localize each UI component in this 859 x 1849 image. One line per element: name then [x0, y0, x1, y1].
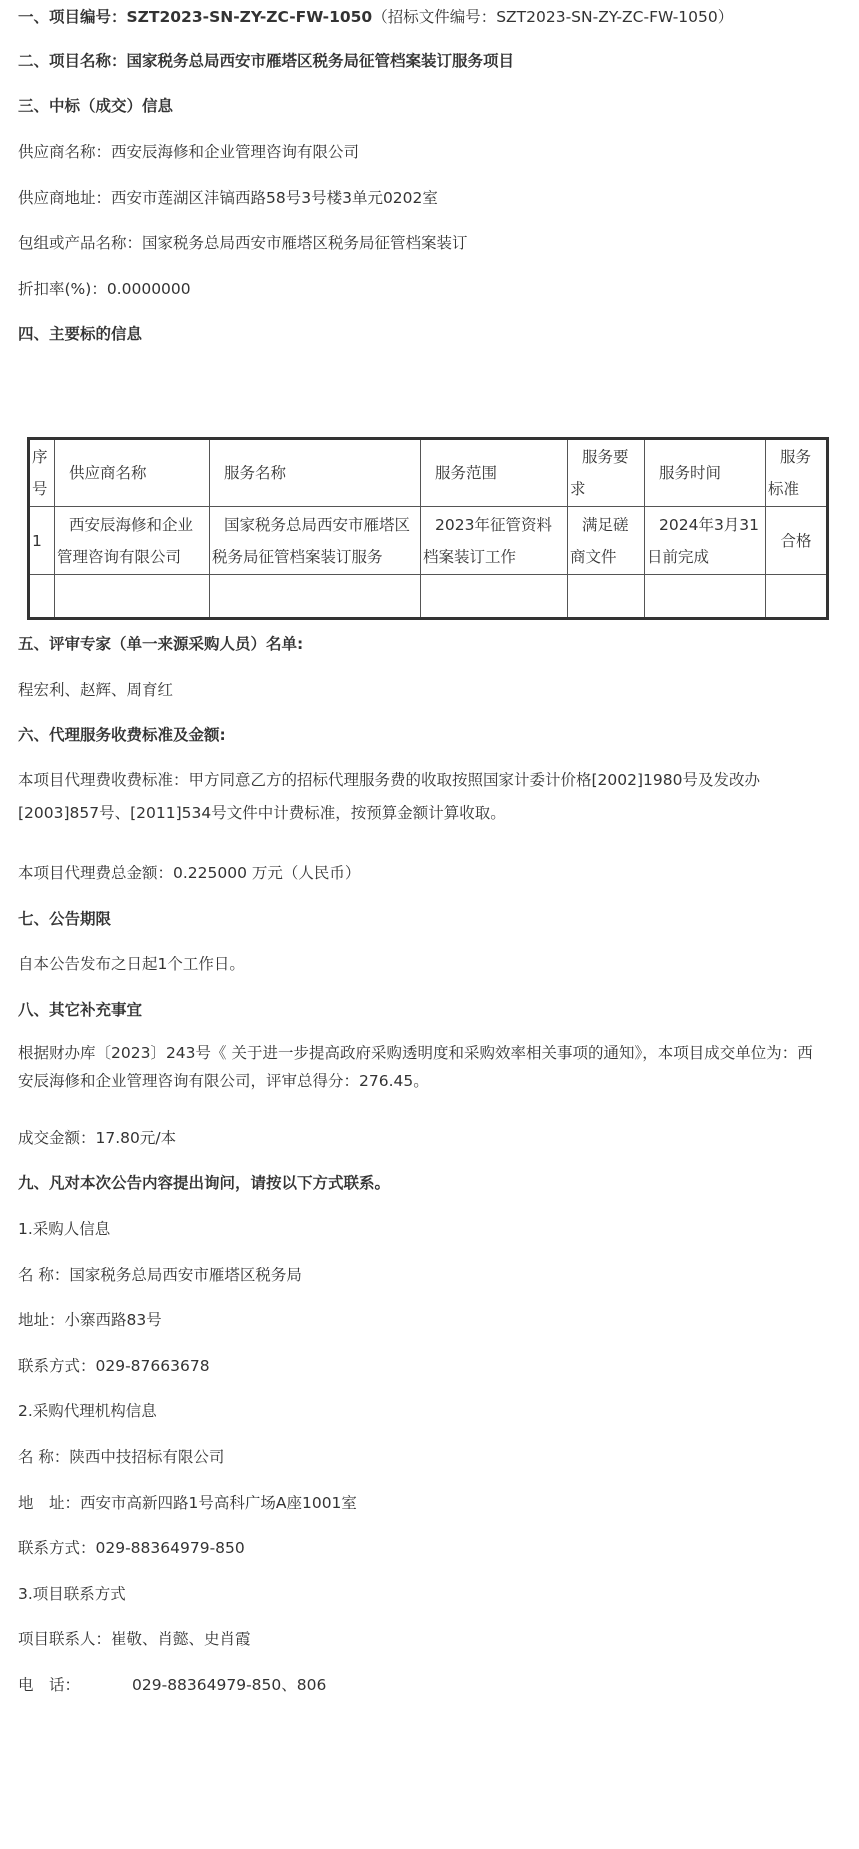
- deal-amount: 成交金额：17.80元/本: [18, 1129, 177, 1147]
- agency-fee-heading: 六、代理服务收费标准及金额:: [18, 726, 226, 744]
- cell-service-scope: 2023年征管资料档案装订工作: [421, 507, 568, 575]
- award-info-heading: 三、中标（成交）信息: [18, 97, 174, 115]
- empty-cell: [55, 575, 210, 619]
- discount-rate: 折扣率(%)：0.0000000: [18, 280, 191, 298]
- cell-service-standard: 合格: [766, 507, 828, 575]
- experts-list: 程宏利、赵辉、周育红: [18, 681, 174, 699]
- table-header-row: [29, 439, 828, 507]
- project-phone-value: 029-88364979-850、806: [132, 1676, 327, 1694]
- empty-cell: [766, 575, 828, 619]
- project-phone-line: [18, 1674, 326, 1696]
- cell-supplier: 西安辰海修和企业管理咨询有限公司: [55, 507, 210, 575]
- header-service-scope: 服务范围: [421, 439, 568, 507]
- supplement-text: 根据财办库〔2023〕243号《 关于进一步提高政府采购透明度和采购效率相关事项的通知》，本项目成交单位为：西安辰海修和企业管理咨询有限公司，评审总得分：276.45。: [18, 1044, 813, 1090]
- project-phone-label: 电 话：: [18, 1676, 81, 1694]
- cell-service-name: 国家税务总局西安市雁塔区税务局征管档案装订服务: [210, 507, 421, 575]
- table-row: [29, 507, 828, 575]
- header-service-time: 服务时间: [645, 439, 766, 507]
- header-service-name: 服务名称: [210, 439, 421, 507]
- empty-cell: [421, 575, 568, 619]
- supplier-name: 供应商名称：西安辰海修和企业管理咨询有限公司: [18, 143, 360, 161]
- empty-cell: [645, 575, 766, 619]
- cell-index: 1: [29, 507, 55, 575]
- tender-file-number: （招标文件编号：SZT2023-SN-ZY-ZC-FW-1050）: [372, 8, 734, 26]
- buyer-name: 名 称：国家税务总局西安市雁塔区税务局: [18, 1266, 302, 1284]
- empty-cell: [29, 575, 55, 619]
- project-contact-title: 3.项目联系方式: [18, 1585, 126, 1603]
- supplier-address: 供应商地址：西安市莲湖区沣镐西路58号3号楼3单元0202室: [18, 189, 438, 207]
- project-contact-people: 项目联系人：崔敬、肖懿、史肖霞: [18, 1630, 251, 1648]
- header-service-requirement: 服务要求: [568, 439, 645, 507]
- agency-fee-total: 本项目代理费总金额：0.225000 万元（人民币）: [18, 864, 361, 882]
- contact-heading: 九、凡对本次公告内容提出询问，请按以下方式联系。: [18, 1174, 391, 1192]
- header-supplier: 供应商名称: [55, 439, 210, 507]
- header-index: 序号: [29, 439, 55, 507]
- supplement-heading: 八、其它补充事宜: [18, 1001, 143, 1019]
- agency-name: 名 称：陕西中技招标有限公司: [18, 1448, 225, 1466]
- agency-contact: 联系方式：029-88364979-850: [18, 1539, 245, 1557]
- agency-fee-standard: 本项目代理费收费标准：甲方同意乙方的招标代理服务费的收取按照国家计委计价格[2002]1980号及发改办[2003]857号、[2011]534号文件中计费标准，按预算金额计算收取。: [18, 771, 760, 822]
- project-number-label: 一、项目编号：: [18, 8, 127, 26]
- buyer-info-title: 1.采购人信息: [18, 1220, 111, 1238]
- cell-service-time: 2024年3月31日前完成: [645, 507, 766, 575]
- notice-period-heading: 七、公告期限: [18, 910, 112, 928]
- project-number-code: SZT2023-SN-ZY-ZC-FW-1050: [126, 8, 373, 26]
- notice-period-text: 自本公告发布之日起1个工作日。: [18, 955, 245, 973]
- main-subject-heading: 四、主要标的信息: [18, 325, 143, 343]
- experts-heading: 五、评审专家（单一来源采购人员）名单:: [18, 635, 304, 653]
- main-subject-table: [27, 437, 829, 620]
- project-name-heading: 二、项目名称：国家税务总局西安市雁塔区税务局征管档案装订服务项目: [18, 52, 515, 70]
- table-empty-row: [29, 575, 828, 619]
- empty-cell: [210, 575, 421, 619]
- buyer-contact: 联系方式：029-87663678: [18, 1357, 210, 1375]
- header-service-standard: 服务标准: [766, 439, 828, 507]
- agency-address: 地 址：西安市高新四路1号高科广场A座1001室: [18, 1494, 357, 1512]
- cell-service-requirement: 满足磋商文件: [568, 507, 645, 575]
- package-name: 包组或产品名称：国家税务总局西安市雁塔区税务局征管档案装订: [18, 234, 468, 252]
- empty-cell: [568, 575, 645, 619]
- agency-info-title: 2.采购代理机构信息: [18, 1402, 157, 1420]
- buyer-address: 地址：小寨西路83号: [18, 1311, 162, 1329]
- project-number-line: [18, 6, 733, 28]
